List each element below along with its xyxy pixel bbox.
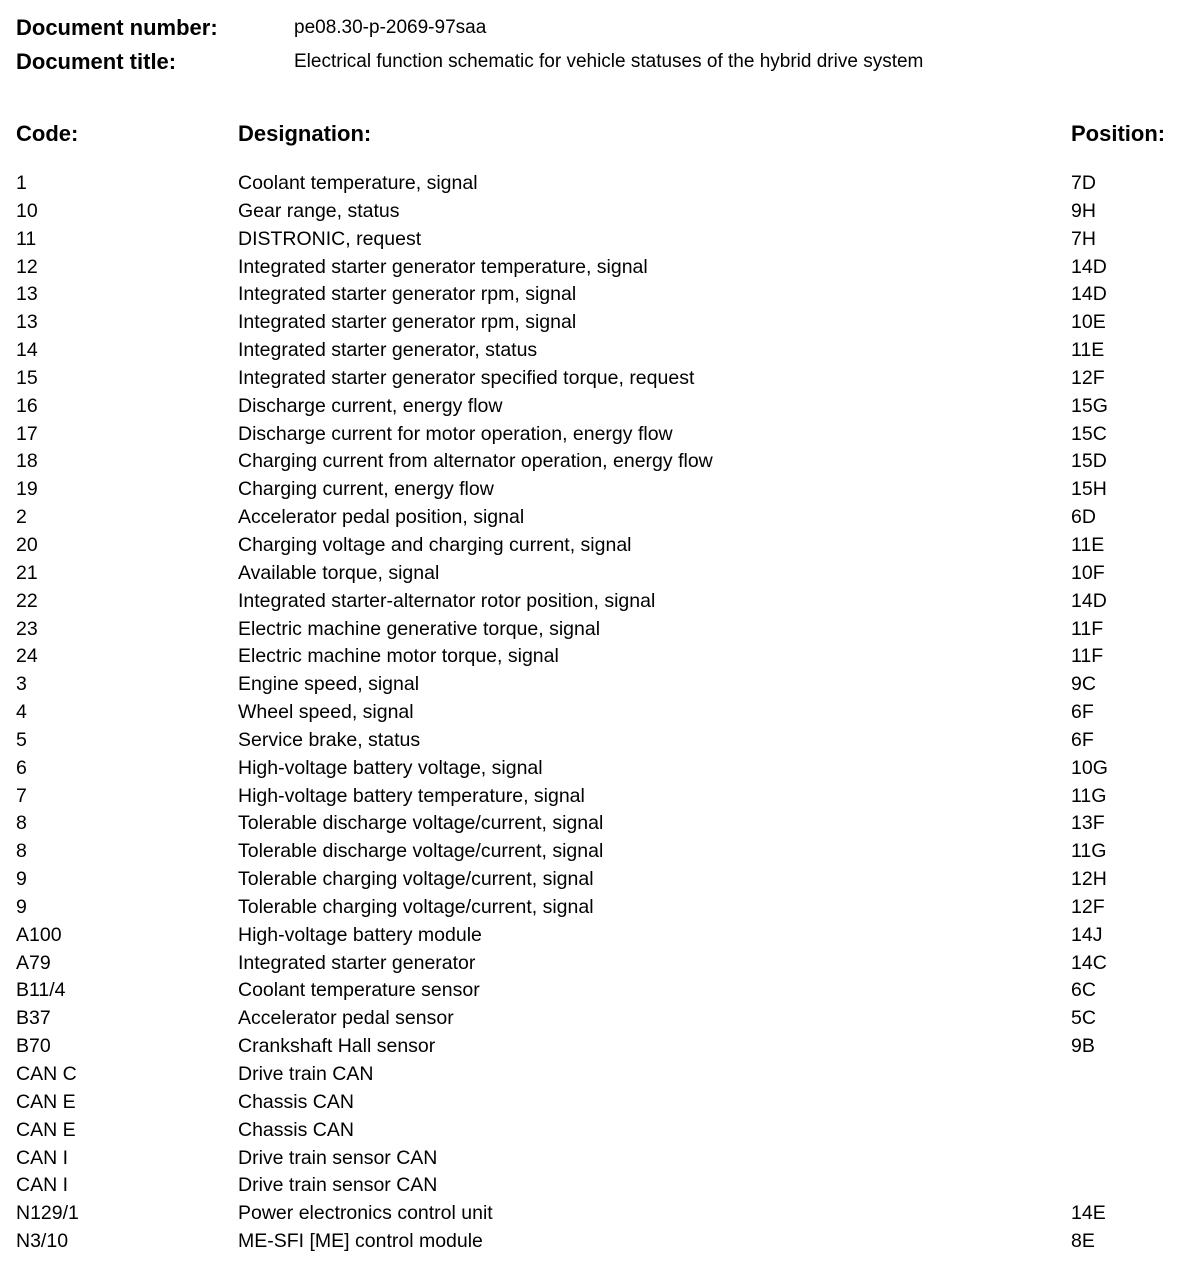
row-designation: Power electronics control unit xyxy=(238,1202,493,1225)
table-row xyxy=(0,1117,1204,1145)
table-row xyxy=(0,810,1204,838)
table-row xyxy=(0,1005,1204,1033)
row-position: 11E xyxy=(1071,339,1105,362)
row-designation: ME-SFI [ME] control module xyxy=(238,1230,483,1253)
table-row xyxy=(0,170,1204,198)
row-position: 7H xyxy=(1071,227,1096,250)
row-position: 9B xyxy=(1071,1035,1095,1058)
row-code: CAN C xyxy=(16,1063,77,1085)
table-row xyxy=(0,755,1204,783)
row-designation: Tolerable discharge voltage/current, signal xyxy=(238,840,604,863)
row-designation: Integrated starter generator specified torque, request xyxy=(238,366,695,389)
table-row xyxy=(0,1172,1204,1200)
row-designation: Service brake, status xyxy=(238,728,421,751)
row-designation: Electric machine generative torque, signal xyxy=(238,617,601,640)
table-row xyxy=(0,309,1204,337)
row-position: 14D xyxy=(1071,255,1107,278)
row-designation: DISTRONIC, request xyxy=(238,227,422,250)
table-row xyxy=(0,560,1204,588)
row-code: 1 xyxy=(16,172,27,194)
row-position: 15H xyxy=(1071,478,1107,501)
row-designation: Charging current from alternator operation, energy flow xyxy=(238,450,713,473)
row-position: 7D xyxy=(1071,172,1096,194)
row-designation: Drive train sensor CAN xyxy=(238,1174,438,1197)
row-position: 6F xyxy=(1071,701,1094,724)
row-designation: High-voltage battery temperature, signal xyxy=(238,784,585,807)
row-position: 5C xyxy=(1071,1007,1096,1030)
table-row xyxy=(0,365,1204,393)
row-position: 6D xyxy=(1071,506,1096,529)
row-designation: Gear range, status xyxy=(238,199,400,222)
row-designation: Charging current, energy flow xyxy=(238,478,494,501)
table-row xyxy=(0,254,1204,282)
row-code: CAN I xyxy=(16,1174,69,1197)
row-designation: Discharge current for motor operation, energy flow xyxy=(238,422,673,445)
row-designation: Integrated starter generator xyxy=(238,951,476,974)
row-designation: High-voltage battery module xyxy=(238,923,482,946)
row-code: CAN E xyxy=(16,1118,76,1141)
table-row xyxy=(0,671,1204,699)
row-designation: Discharge current, energy flow xyxy=(238,394,503,417)
row-position: 14J xyxy=(1071,923,1103,946)
row-position: 13F xyxy=(1071,812,1105,835)
table-row xyxy=(0,504,1204,532)
table-row xyxy=(0,476,1204,504)
table-row xyxy=(0,922,1204,950)
row-code: 5 xyxy=(16,728,27,751)
row-designation: Accelerator pedal position, signal xyxy=(238,506,525,529)
row-designation: Integrated starter generator temperature, signal xyxy=(238,255,648,278)
code-column-header: Code: xyxy=(16,121,79,146)
row-code: 18 xyxy=(16,450,38,473)
table-row xyxy=(0,783,1204,811)
row-designation: Wheel speed, signal xyxy=(238,701,414,724)
document-title-label: Document title: xyxy=(16,49,177,74)
row-designation: Tolerable discharge voltage/current, signal xyxy=(238,812,604,835)
row-designation: Engine speed, signal xyxy=(238,673,420,696)
row-code: 23 xyxy=(16,617,38,640)
row-designation: Coolant temperature sensor xyxy=(238,979,480,1002)
document-title-value: Electrical function schematic for vehicle statuses of the hybrid drive system xyxy=(294,51,924,72)
row-code: 17 xyxy=(16,422,38,445)
row-position: 6C xyxy=(1071,979,1096,1002)
table-row xyxy=(0,1089,1204,1117)
row-position: 11F xyxy=(1071,617,1104,640)
row-designation: Drive train CAN xyxy=(238,1063,374,1085)
row-code: 4 xyxy=(16,701,27,724)
row-code: A79 xyxy=(16,951,51,974)
row-code: 14 xyxy=(16,339,38,362)
row-designation: Integrated starter generator rpm, signal xyxy=(238,311,577,334)
table-row xyxy=(0,977,1204,1005)
row-designation: Available torque, signal xyxy=(238,561,440,584)
row-code: 6 xyxy=(16,756,27,779)
document-number-label: Document number: xyxy=(16,15,218,40)
table-row xyxy=(0,1200,1204,1228)
row-code: B37 xyxy=(16,1007,51,1030)
row-code: N129/1 xyxy=(16,1202,79,1225)
row-position: 9H xyxy=(1071,199,1096,222)
row-code: 10 xyxy=(16,199,38,222)
row-position: 12F xyxy=(1071,366,1105,389)
row-code: CAN I xyxy=(16,1146,69,1169)
row-position: 12F xyxy=(1071,895,1105,918)
row-designation: Tolerable charging voltage/current, signal xyxy=(238,895,594,918)
row-code: 13 xyxy=(16,283,38,306)
row-code: 13 xyxy=(16,311,38,334)
table-row xyxy=(0,1145,1204,1173)
row-designation: High-voltage battery voltage, signal xyxy=(238,756,543,779)
row-position: 15C xyxy=(1071,422,1107,445)
row-position: 10E xyxy=(1071,311,1106,334)
row-code: 19 xyxy=(16,478,38,501)
table-row xyxy=(0,198,1204,226)
row-designation: Electric machine motor torque, signal xyxy=(238,645,559,668)
table-row xyxy=(0,699,1204,727)
row-code: B70 xyxy=(16,1035,51,1058)
table-row xyxy=(0,337,1204,365)
row-code: 11 xyxy=(16,227,37,250)
row-position: 6F xyxy=(1071,728,1094,751)
row-position: 14D xyxy=(1071,283,1107,306)
row-designation: Coolant temperature, signal xyxy=(238,172,478,194)
row-designation: Integrated starter-alternator rotor position, signal xyxy=(238,589,656,612)
row-designation: Crankshaft Hall sensor xyxy=(238,1035,436,1058)
table-row xyxy=(0,588,1204,616)
row-code: 20 xyxy=(16,533,38,556)
row-designation: Tolerable charging voltage/current, signal xyxy=(238,868,594,891)
table-row xyxy=(0,1228,1204,1256)
table-row xyxy=(0,866,1204,894)
row-designation: Chassis CAN xyxy=(238,1090,354,1113)
row-position: 11E xyxy=(1071,533,1105,556)
row-designation: Integrated starter generator, status xyxy=(238,339,538,362)
row-position: 12H xyxy=(1071,868,1107,891)
row-position: 11F xyxy=(1071,645,1104,668)
row-position: 14C xyxy=(1071,951,1107,974)
table-row xyxy=(0,950,1204,978)
row-code: 24 xyxy=(16,645,38,668)
designation-column-header: Designation: xyxy=(238,121,372,146)
table-row xyxy=(0,894,1204,922)
row-code: A100 xyxy=(16,923,62,946)
row-code: 8 xyxy=(16,812,27,835)
document-number-value: pe08.30-p-2069-97saa xyxy=(294,17,487,38)
row-code: 8 xyxy=(16,840,27,863)
table-row xyxy=(0,1033,1204,1061)
row-code: CAN E xyxy=(16,1090,76,1113)
row-code: 15 xyxy=(16,366,38,389)
row-code: 7 xyxy=(16,784,27,807)
table-row xyxy=(0,1061,1204,1089)
row-position: 11G xyxy=(1071,840,1107,863)
row-code: B11/4 xyxy=(16,979,66,1002)
row-position: 14E xyxy=(1071,1202,1106,1225)
table-row xyxy=(0,281,1204,309)
row-position: 14D xyxy=(1071,589,1107,612)
row-code: 9 xyxy=(16,868,27,891)
row-code: 16 xyxy=(16,394,38,417)
table-row xyxy=(0,838,1204,866)
row-code: 2 xyxy=(16,506,27,529)
row-position: 8E xyxy=(1071,1230,1095,1253)
row-code: 22 xyxy=(16,589,38,612)
position-column-header: Position: xyxy=(1071,121,1166,146)
row-position: 10F xyxy=(1071,561,1105,584)
table-row xyxy=(0,727,1204,755)
row-code: 21 xyxy=(16,561,38,584)
table-row xyxy=(0,532,1204,560)
row-position: 9C xyxy=(1071,673,1096,696)
table-row xyxy=(0,393,1204,421)
table-row xyxy=(0,421,1204,449)
row-position: 10G xyxy=(1071,756,1108,779)
row-position: 15G xyxy=(1071,394,1108,417)
row-position: 15D xyxy=(1071,450,1107,473)
row-position: 11G xyxy=(1071,784,1107,807)
table-row xyxy=(0,643,1204,671)
legend-table-body xyxy=(0,170,1204,1256)
row-designation: Drive train sensor CAN xyxy=(238,1146,438,1169)
row-designation: Charging voltage and charging current, signal xyxy=(238,533,632,556)
row-code: 3 xyxy=(16,673,27,696)
row-designation: Accelerator pedal sensor xyxy=(238,1007,454,1030)
row-code: 12 xyxy=(16,255,38,278)
row-code: 9 xyxy=(16,895,27,918)
row-code: N3/10 xyxy=(16,1230,69,1253)
table-row xyxy=(0,448,1204,476)
table-row xyxy=(0,616,1204,644)
row-designation: Integrated starter generator rpm, signal xyxy=(238,283,577,306)
table-row xyxy=(0,226,1204,254)
row-designation: Chassis CAN xyxy=(238,1118,354,1141)
